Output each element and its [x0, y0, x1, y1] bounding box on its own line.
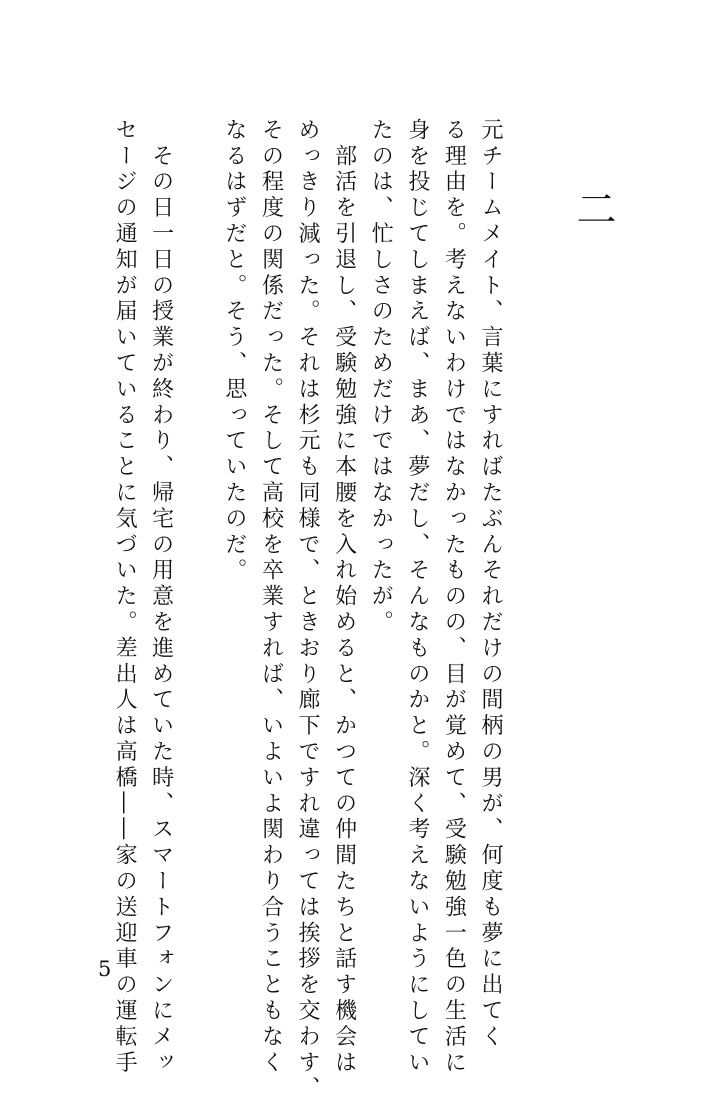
- body-line: めっきり減った。それは杉元も同様で、ときおり廊下ですれ違っては挨拶を交わす、: [295, 118, 321, 1102]
- body-line: その程度の関係だった。そして高校を卒業すれば、いよいよ関わり合うこともなく: [258, 118, 284, 1077]
- page-number: 5: [98, 957, 112, 981]
- body-line: なるはずだと。そう、思っていたのだ。: [221, 118, 247, 585]
- body-line: たのは、忙しさのためだけではなかったが。: [368, 118, 394, 636]
- blank-line: [179, 118, 216, 953]
- body-line: その日一日の授業が終わり、帰宅の用意を進めていた時、スマートフォンにメッ: [148, 118, 174, 1077]
- body-text: [108, 118, 508, 1102]
- body-line: る理由を。考えないわけではなかったものの、目が覚めて、受験勉強一色の生活に: [441, 118, 467, 1077]
- body-line: 身を投じてしまえば、まあ、夢だし、そんなものかと。深く考えないようにしてい: [404, 118, 430, 1077]
- chapter-heading: 二: [570, 188, 616, 228]
- body-line: 部活を引退し、受験勉強に本腰を入れ始めると、かつての仲間たちと話す機会は: [331, 118, 357, 1077]
- body-line: 元チームメイト、言葉にすればたぶんそれだけの間柄の男が、何度も夢に出てく: [478, 118, 503, 1051]
- body-line: セージの通知が届いていることに気づいた。差出人は高橋――家の送迎車の運転手: [112, 118, 138, 1077]
